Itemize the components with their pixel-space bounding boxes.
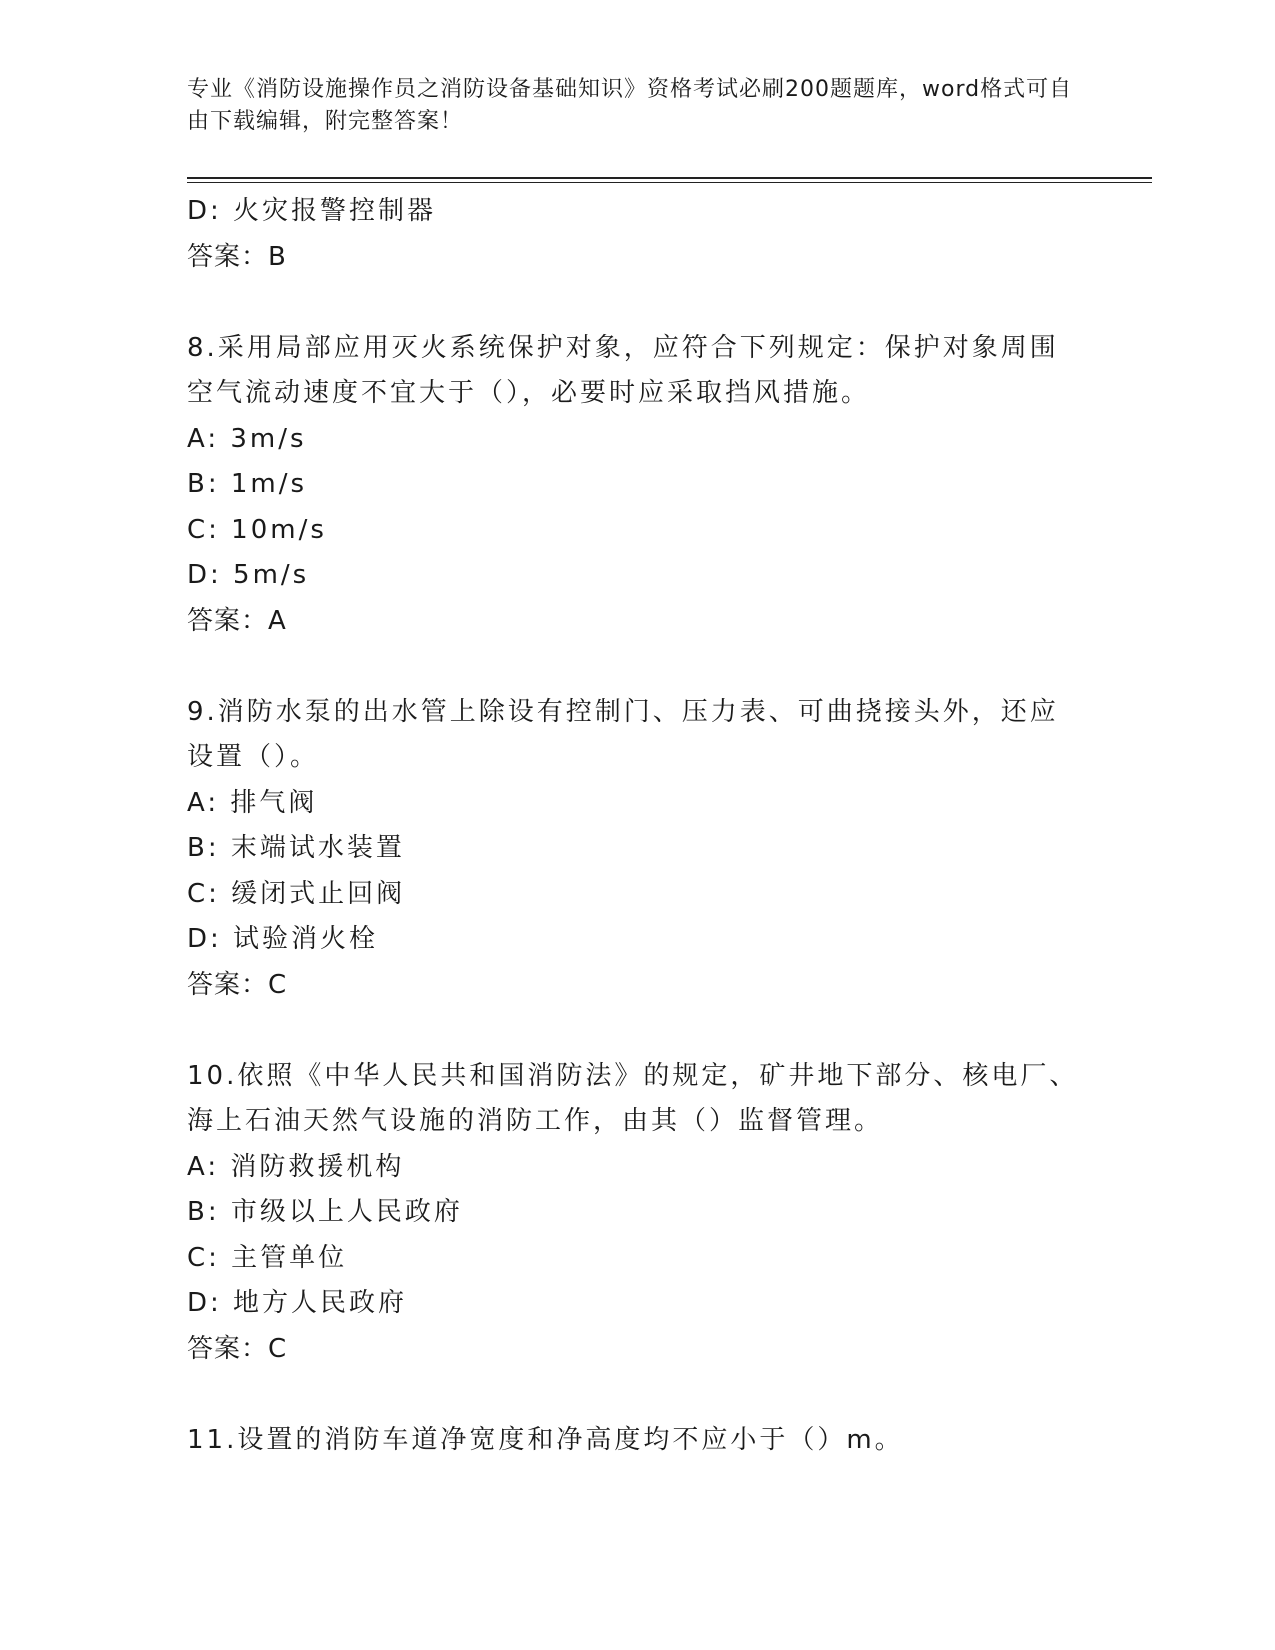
question-block: [187, 690, 1087, 1009]
option-line: A: 3m/s: [187, 423, 307, 454]
option-line: C: 10m/s: [187, 514, 327, 545]
option-line: C: 主管单位: [187, 1242, 348, 1273]
question-stem-line: 空气流动速度不宜大于（），必要时应采取挡风措施。: [187, 378, 871, 408]
question-list: [187, 189, 1087, 1463]
option-line: D: 试验消火栓: [187, 924, 379, 954]
question-stem-line: 9.消防水泵的出水管上除设有控制门、压力表、可曲挠接头外，还应: [187, 696, 1059, 727]
answer-line: 答案：A: [187, 605, 287, 636]
option-line: D: 火灾报警控制器: [187, 196, 437, 226]
spacer: [187, 1008, 1087, 1054]
option-line: D: 5m/s: [187, 560, 310, 590]
option-line: A: 消防救援机构: [187, 1151, 405, 1182]
option-line: A: 排气阀: [187, 787, 318, 818]
answer-line: 答案：B: [187, 241, 287, 272]
option-line: B: 1m/s: [187, 469, 308, 499]
option-line: B: 市级以上人民政府: [187, 1197, 463, 1227]
question-stem-line: 设置（）。: [187, 742, 320, 772]
question-stem-line: 11.设置的消防车道净宽度和净高度均不应小于（）m。: [187, 1424, 904, 1455]
option-line: C: 缓闭式止回阀: [187, 878, 406, 909]
option-line: B: 末端试水装置: [187, 833, 405, 863]
option-line: D: 地方人民政府: [187, 1288, 408, 1318]
spacer: [187, 280, 1087, 326]
spacer: [187, 644, 1087, 690]
question-stem-line: 8.采用局部应用灭火系统保护对象，应符合下列规定：保护对象周围: [187, 332, 1059, 363]
question-stem-line: 海上石油天然气设施的消防工作，由其（）监督管理。: [187, 1106, 884, 1136]
question-block: [187, 1418, 1087, 1464]
question-stem-line: 10.依照《中华人民共和国消防法》的规定，矿井地下部分、核电厂、: [187, 1060, 1079, 1091]
question-block: [187, 326, 1087, 645]
header-rule-thin: [187, 182, 1152, 183]
question-block: [187, 1054, 1087, 1373]
answer-line: 答案：C: [187, 1333, 288, 1364]
document-header: 专业《消防设施操作员之消防设备基础知识》资格考试必刷200题题库，word格式可自由下载编辑，附完整答案！: [187, 77, 1073, 134]
spacer: [187, 1372, 1087, 1418]
answer-line: 答案：C: [187, 969, 288, 1000]
header-rule-thick: [187, 177, 1152, 179]
